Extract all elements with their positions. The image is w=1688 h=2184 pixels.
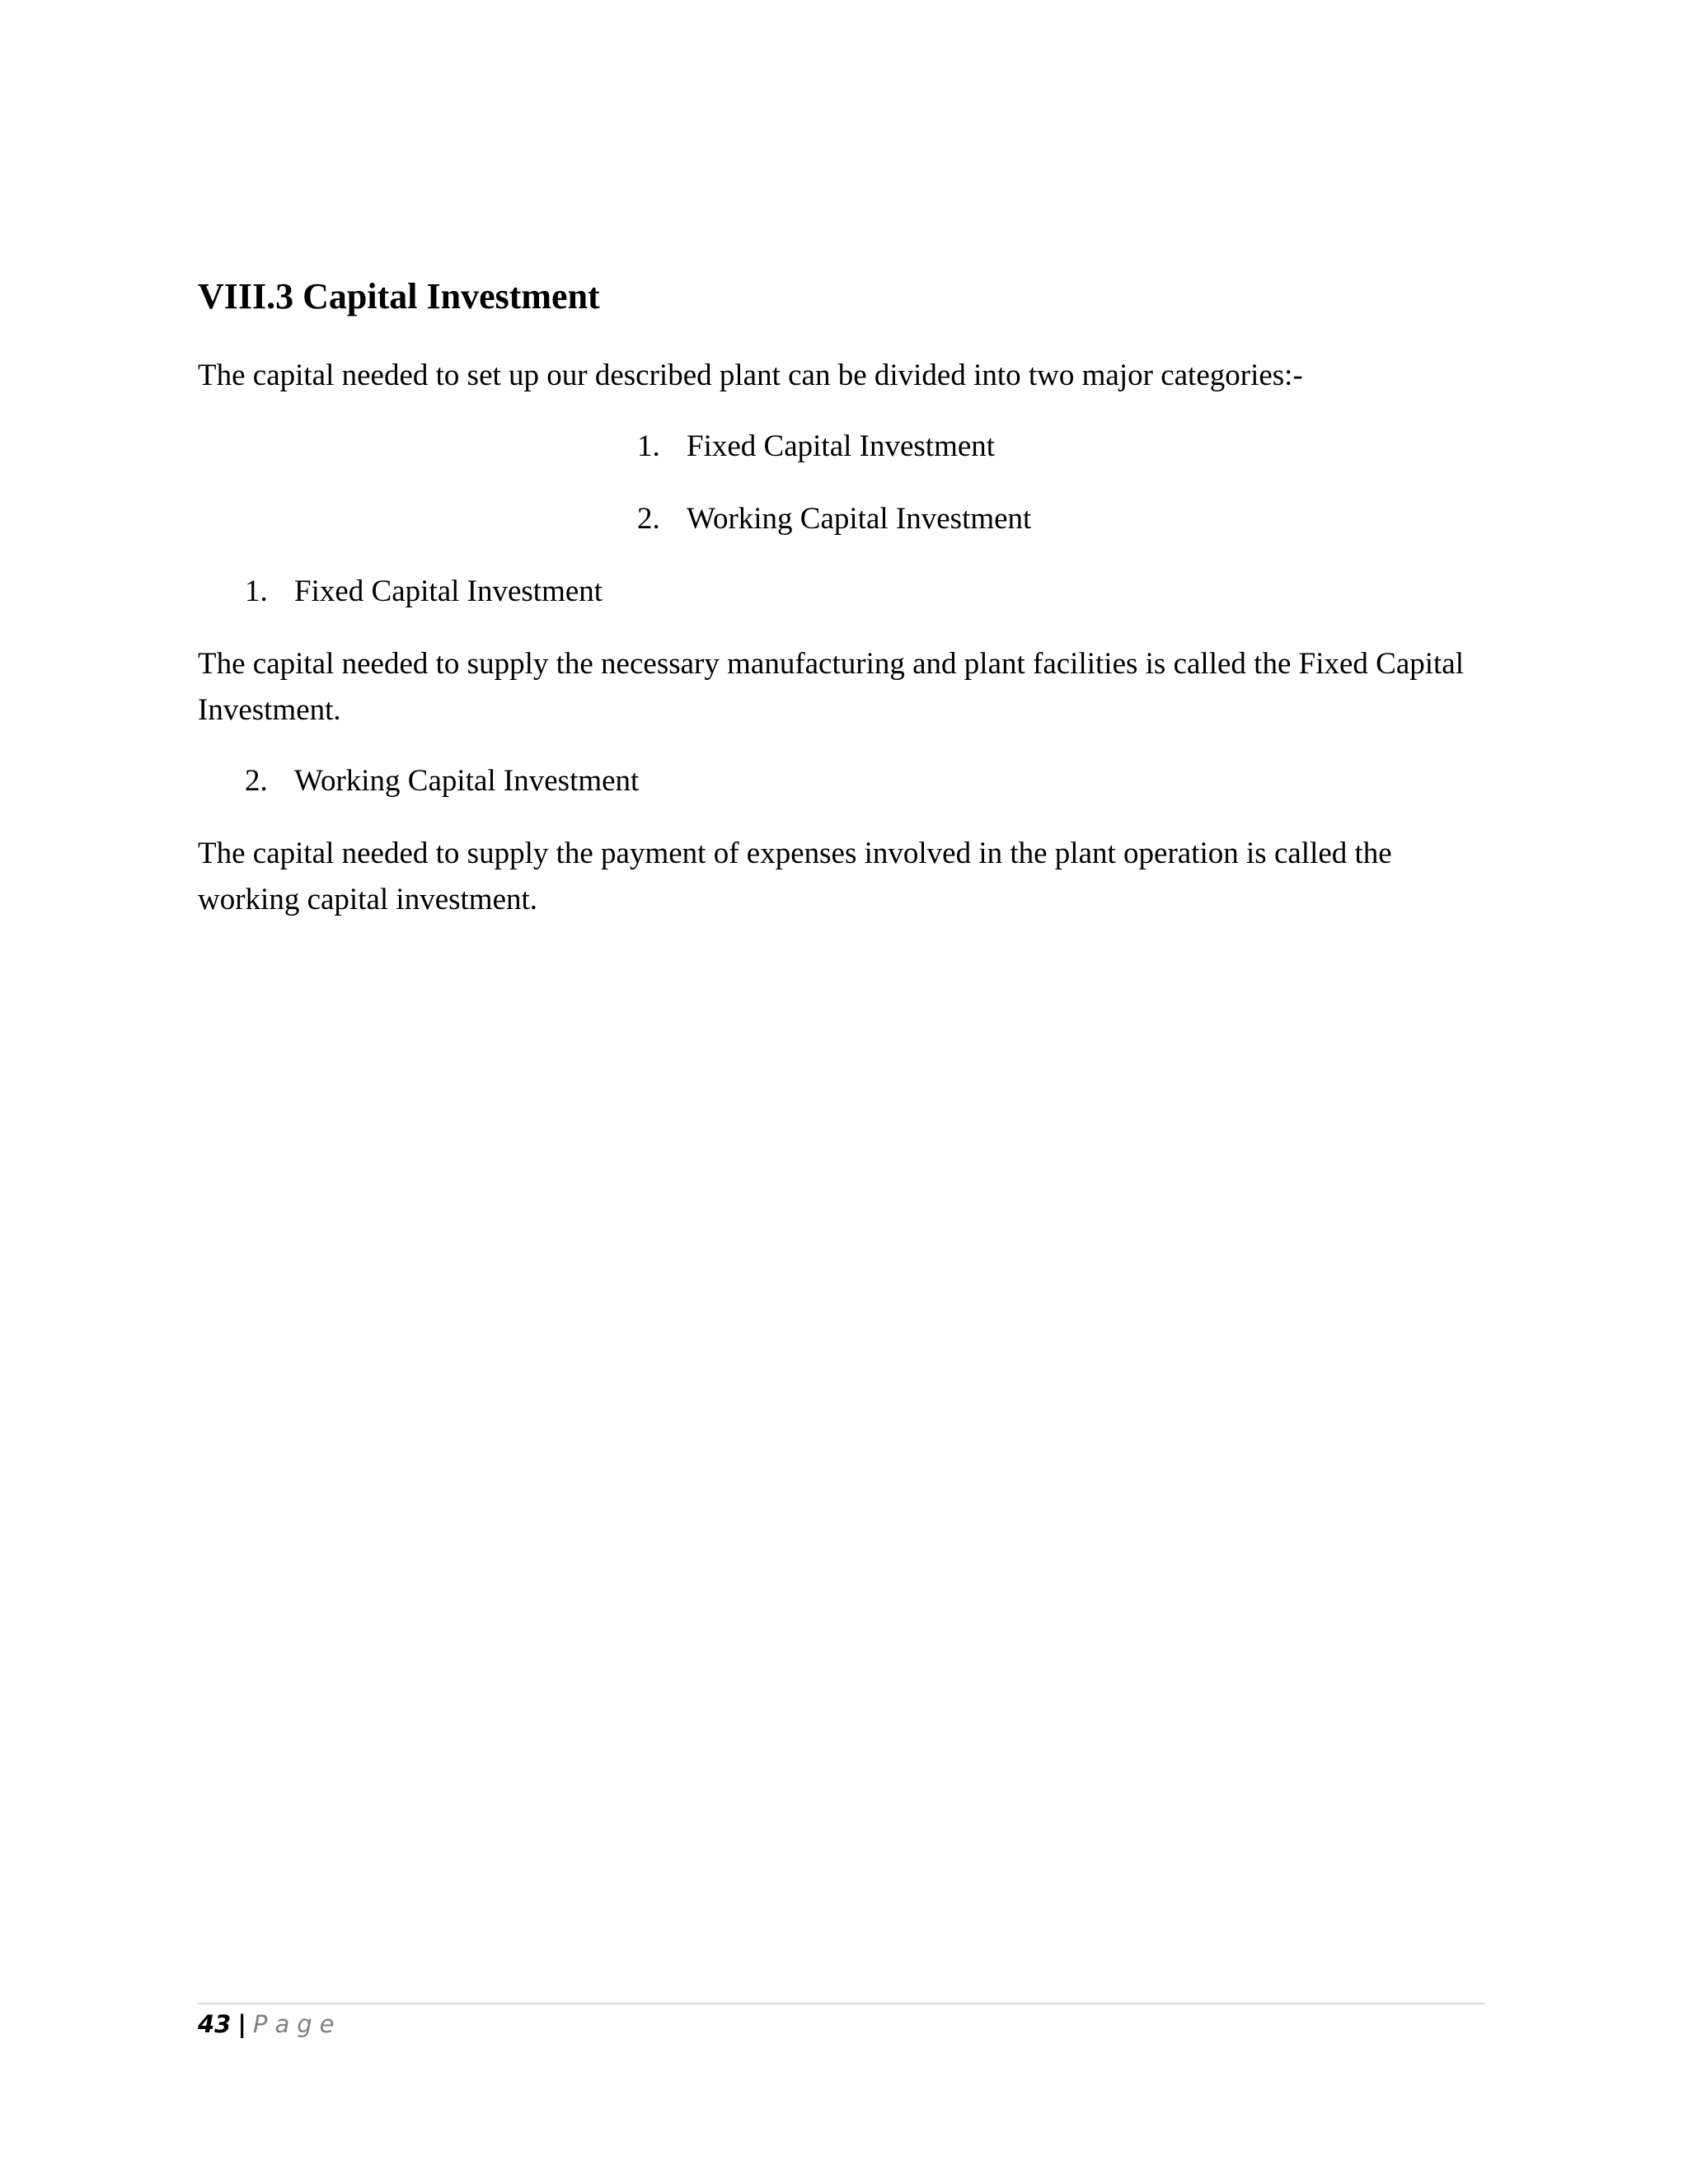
page-label: Page bbox=[252, 2010, 342, 2038]
list-label: Fixed Capital Investment bbox=[687, 429, 996, 463]
footer-separator: | bbox=[237, 2010, 246, 2038]
footer-divider bbox=[198, 2003, 1485, 2004]
section-heading: VIII.3 Capital Investment bbox=[198, 276, 600, 316]
page-number: 43 bbox=[198, 2010, 232, 2038]
intro-paragraph: The capital needed to set up our described plant can be divided into two major categories:- bbox=[198, 359, 1303, 392]
list-number: 2. bbox=[245, 764, 268, 798]
category-list-item bbox=[637, 496, 1031, 542]
list-number: 1. bbox=[245, 574, 268, 608]
subsection-title bbox=[245, 569, 603, 615]
list-label: Fixed Capital Investment bbox=[294, 574, 603, 608]
page-footer bbox=[198, 2008, 341, 2041]
list-number: 2. bbox=[637, 502, 660, 536]
subsection-body: The capital needed to supply the payment of expenses involved in the plant operation is called the working capital investment. bbox=[198, 837, 1392, 916]
list-label: Working Capital Investment bbox=[294, 764, 640, 798]
list-number: 1. bbox=[637, 429, 660, 463]
subsection-body: The capital needed to supply the necessary manufacturing and plant facilities is called the Fixed Capital Investment. bbox=[198, 647, 1465, 727]
list-label: Working Capital Investment bbox=[687, 502, 1032, 536]
category-list-item bbox=[637, 424, 995, 470]
subsection-title bbox=[245, 758, 639, 804]
